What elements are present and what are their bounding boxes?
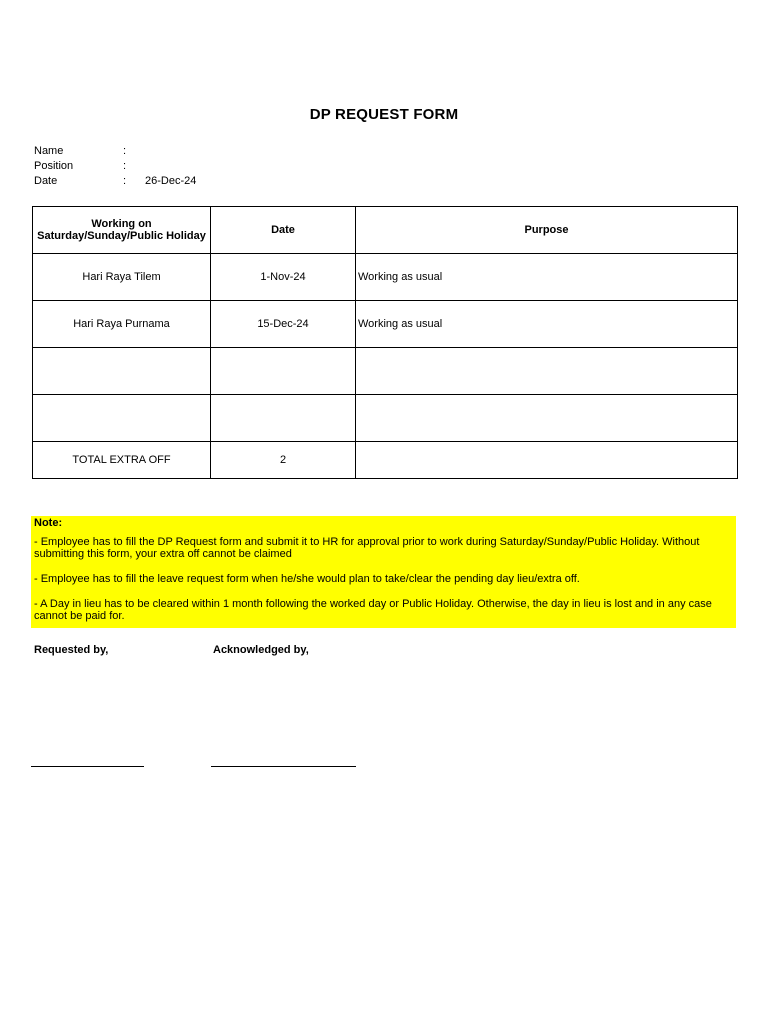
position-row <box>34 159 196 174</box>
note-item: - A Day in lieu has to be cleared within 1 month following the worked day or Public Holiday. Otherwise, the day in lieu is lost and in any case cannot be paid for. <box>34 598 712 622</box>
header-purpose: Purpose <box>356 207 738 254</box>
date-row <box>34 174 196 189</box>
acknowledged-by-label: Acknowledged by, <box>213 644 309 656</box>
purpose-cell[interactable] <box>356 348 738 395</box>
table-row <box>33 395 738 442</box>
requested-by-signature-line[interactable] <box>31 766 144 767</box>
requested-by-label: Requested by, <box>34 644 109 656</box>
total-value[interactable]: 2 <box>211 442 356 479</box>
position-label: Position <box>34 160 74 172</box>
date-cell[interactable] <box>211 395 356 442</box>
table-row <box>33 301 738 348</box>
holiday-cell[interactable] <box>33 395 211 442</box>
holiday-cell[interactable]: Hari Raya Purnama <box>33 301 211 348</box>
holiday-cell[interactable] <box>33 348 211 395</box>
date-cell[interactable]: 15-Dec-24 <box>211 301 356 348</box>
table-row <box>33 348 738 395</box>
total-purpose-cell <box>356 442 738 479</box>
note-item: - Employee has to fill the leave request form when he/she would plan to take/clear the pending day lieu/extra off. <box>34 573 580 585</box>
table-header-row <box>33 207 738 254</box>
holiday-cell[interactable]: Hari Raya Tilem <box>33 254 211 301</box>
position-colon: : <box>123 160 127 172</box>
date-value[interactable]: 26-Dec-24 <box>145 175 197 187</box>
table-row <box>33 254 738 301</box>
total-row <box>33 442 738 479</box>
purpose-cell[interactable] <box>356 395 738 442</box>
date-cell[interactable] <box>211 348 356 395</box>
name-row <box>34 144 196 159</box>
date-colon: : <box>123 175 127 187</box>
acknowledged-by-signature-line[interactable] <box>211 766 356 767</box>
header-date: Date <box>211 207 356 254</box>
purpose-cell[interactable]: Working as usual <box>356 301 738 348</box>
purpose-cell[interactable]: Working as usual <box>356 254 738 301</box>
name-colon: : <box>123 145 127 157</box>
note-title: Note: <box>34 517 63 529</box>
date-label: Date <box>34 175 58 187</box>
name-label: Name <box>34 145 64 157</box>
note-item: - Employee has to fill the DP Request form and submit it to HR for approval prior to work during Saturday/Sunday/Public Holiday. Without submitting this form, your extra off cannot be claimed <box>34 536 700 560</box>
date-cell[interactable]: 1-Nov-24 <box>211 254 356 301</box>
form-title: DP REQUEST FORM <box>309 106 459 123</box>
employee-info <box>34 144 196 189</box>
note-box <box>31 516 736 628</box>
header-working-on: Working on Saturday/Sunday/Public Holiday <box>33 207 211 254</box>
total-label: TOTAL EXTRA OFF <box>33 442 211 479</box>
dp-request-table <box>32 206 738 479</box>
